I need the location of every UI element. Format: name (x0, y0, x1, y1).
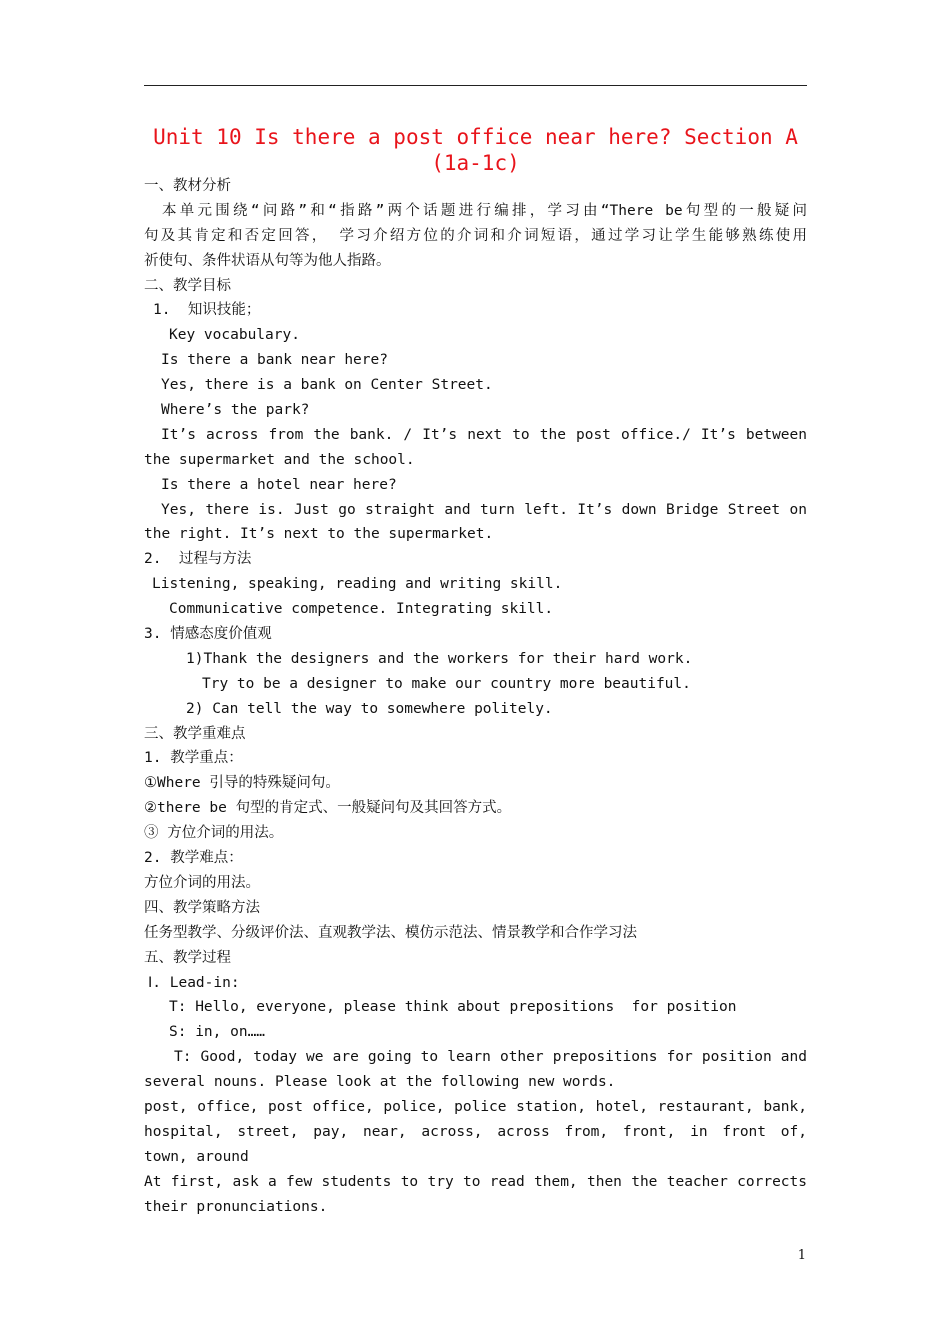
document-title: Unit 10 Is there a post office near here? Section A (1a-1c) (153, 125, 798, 175)
body-line: 2. 过程与方法 (144, 551, 252, 568)
body-line: Where’s the park? (161, 402, 310, 419)
body-line: several nouns. Please look at the following new words. (144, 1074, 616, 1091)
body-line: 祈使句、条件状语从句等为他人指路。 (144, 252, 391, 269)
body-line: the right. It’s next to the supermarket. (144, 526, 494, 543)
body-line: 1. 知识技能； (153, 302, 261, 319)
body-line: hospital, street, pay, near, across, across from, front, in front of, (144, 1123, 807, 1140)
body-line: ③ 方位介词的用法。 (144, 825, 284, 842)
body-line: T: Good, today we are going to learn other prepositions for position and (174, 1049, 807, 1066)
body-line: 任务型教学、分级评价法、直观教学法、模仿示范法、情景教学和合作学习法 (144, 924, 637, 941)
body-line: 四、教学策略方法 (144, 899, 260, 916)
body-line: 句及其肯定和否定回答， 学习介绍方位的介词和介词短语，通过学习让学生能够熟练使用 (144, 227, 807, 244)
document-body (144, 174, 807, 1219)
body-line: Is there a hotel near here? (161, 476, 397, 493)
body-line: 3. 情感态度价值观 (144, 626, 272, 643)
body-line: 二、教学目标 (144, 277, 231, 294)
body-line: S: in, on…… (169, 1024, 266, 1041)
body-line: 方位介词的用法。 (144, 874, 260, 891)
body-line: ②there be 句型的肯定式、一般疑问句及其回答方式。 (144, 800, 512, 817)
header-rule (144, 85, 807, 86)
body-line: At first, ask a few students to try to read them, then the teacher corrects (144, 1173, 807, 1190)
body-line: 本单元围绕“问路”和“指路”两个话题进行编排，学习由“There be句型的一般疑问 (162, 202, 807, 219)
body-line: their pronunciations. (144, 1198, 328, 1215)
body-line: town, around (144, 1148, 249, 1165)
body-line: 1. 教学重点： (144, 750, 243, 767)
body-line: 1)Thank the designers and the workers for their hard work. (186, 650, 693, 667)
body-line: 一、教材分析 (144, 178, 231, 194)
body-line: 2. 教学难点： (144, 850, 243, 867)
body-line: post, office, post office, police, police station, hotel, restaurant, bank, (144, 1098, 807, 1115)
body-line: Yes, there is. Just go straight and turn left. It’s down Bridge Street on (161, 501, 807, 518)
body-line: 2) Can tell the way to somewhere politely. (186, 700, 553, 717)
body-line: Is there a bank near here? (161, 352, 388, 369)
body-line: ①Where 引导的特殊疑问句。 (144, 775, 340, 792)
body-line: the supermarket and the school. (144, 451, 415, 468)
body-line: Key vocabulary. (169, 327, 300, 344)
body-line: 五、教学过程 (144, 949, 231, 966)
page-number: 1 (797, 1248, 806, 1263)
body-line: Ⅰ. Lead-in: (148, 974, 240, 991)
body-line: Listening, speaking, reading and writing skill. (152, 576, 563, 593)
body-line: 三、教学重难点 (144, 725, 246, 742)
body-line: T: Hello, everyone, please think about prepositions for position (169, 999, 737, 1016)
body-line: Yes, there is a bank on Center Street. (161, 377, 493, 394)
body-line: Try to be a designer to make our country more beautiful. (202, 675, 691, 692)
body-line: It’s across from the bank. / It’s next to the post office./ It’s between (161, 426, 807, 443)
body-line: Communicative competence. Integrating skill. (169, 601, 554, 618)
